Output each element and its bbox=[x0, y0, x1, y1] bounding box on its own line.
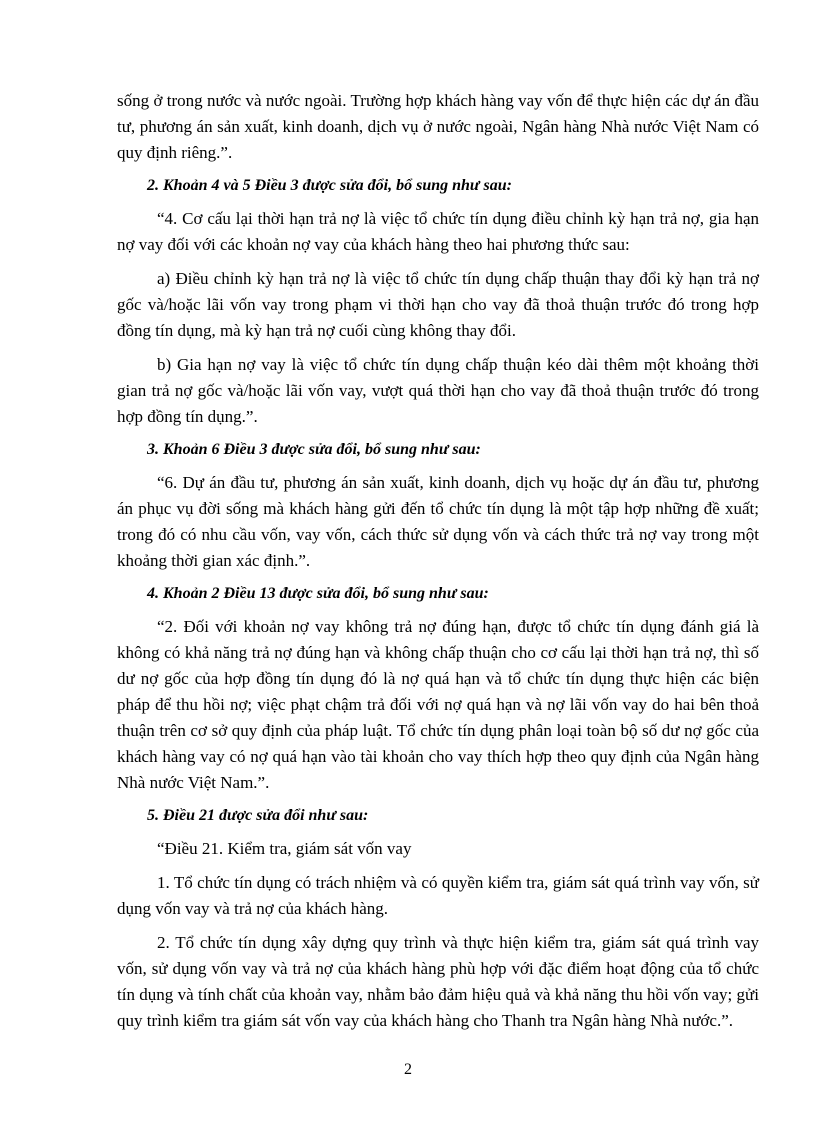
paragraph-article-21-item-2: 2. Tổ chức tín dụng xây dựng quy trình và thực hiện kiểm tra, giám sát quá trình vay vốn, sử dụng vốn vay và trả nợ của khách hàng phù hợp với đặc điểm hoạt động của tổ chức tín dụng và tính chất của khoản vay, nhằm bảo đảm hiệu quả và khả năng thu hồi vốn vay; gửi quy trình kiểm tra giám sát vốn vay của khách hàng cho Thanh tra Ngân hàng Nhà nước.”. bbox=[117, 933, 759, 1030]
section-heading-3: 3. Khoản 6 Điều 3 được sửa đổi, bổ sung như sau: bbox=[147, 441, 481, 458]
section-heading-5: 5. Điều 21 được sửa đổi như sau: bbox=[147, 807, 369, 824]
section-heading-4: 4. Khoản 2 Điều 13 được sửa đổi, bổ sung như sau: bbox=[147, 585, 489, 602]
paragraph-clause-4a: a) Điều chỉnh kỳ hạn trả nợ là việc tổ chức tín dụng chấp thuận thay đổi kỳ hạn trả nợ gốc và/hoặc lãi vốn vay trong phạm vi thời hạn cho vay đã thoả thuận trước đó trong hợp đồng tín dụng, mà kỳ hạn trả nợ cuối cùng không thay đổi. bbox=[117, 269, 759, 340]
paragraph-article-21-item-1: 1. Tổ chức tín dụng có trách nhiệm và có quyền kiểm tra, giám sát quá trình vay vốn, sử dụng vốn vay và trả nợ của khách hàng. bbox=[117, 873, 759, 918]
article-21-title: “Điều 21. Kiểm tra, giám sát vốn vay bbox=[157, 839, 412, 858]
paragraph-continuation: sống ở trong nước và nước ngoài. Trường hợp khách hàng vay vốn để thực hiện các dự án đầu tư, phương án sản xuất, kinh doanh, dịch vụ ở nước ngoài, Ngân hàng Nhà nước Việt Nam có quy định riêng.”. bbox=[117, 91, 759, 162]
paragraph-clause-6: “6. Dự án đầu tư, phương án sản xuất, kinh doanh, dịch vụ hoặc dự án đầu tư, phương án phục vụ đời sống mà khách hàng gửi đến tổ chức tín dụng là một tập hợp những đề xuất; trong đó có nhu cầu vốn, vay vốn, cách thức sử dụng vốn và cách thức trả nợ vay trong một khoảng thời gian xác định.”. bbox=[117, 473, 759, 570]
paragraph-clause-4: “4. Cơ cấu lại thời hạn trả nợ là việc tổ chức tín dụng điều chỉnh kỳ hạn trả nợ, gia hạn nợ vay đối với các khoản nợ vay của khách hàng theo hai phương thức sau: bbox=[117, 209, 759, 254]
section-heading-2: 2. Khoản 4 và 5 Điều 3 được sửa đổi, bổ sung như sau: bbox=[147, 177, 512, 194]
page-number: 2 bbox=[404, 1061, 412, 1078]
document-page bbox=[117, 88, 759, 1034]
paragraph-clause-4b: b) Gia hạn nợ vay là việc tổ chức tín dụng chấp thuận kéo dài thêm một khoảng thời gian trả nợ gốc và/hoặc lãi vốn vay, vượt quá thời hạn cho vay đã thoả thuận trước đó trong hợp đồng tín dụng.”. bbox=[117, 355, 759, 426]
paragraph-clause-2-article-13: “2. Đối với khoản nợ vay không trả nợ đúng hạn, được tổ chức tín dụng đánh giá là không có khả năng trả nợ đúng hạn và không chấp thuận cho cơ cấu lại thời hạn trả nợ, thì số dư nợ gốc của hợp đồng tín dụng đó là nợ quá hạn và tổ chức tín dụng thực hiện các biện pháp để thu hồi nợ; việc phạt chậm trả đối với nợ quá hạn và nợ lãi vốn vay do hai bên thoả thuận trên cơ sở quy định của pháp luật. Tổ chức tín dụng phân loại toàn bộ số dư nợ gốc của khách hàng vay có nợ quá hạn vào tài khoản cho vay thích hợp theo quy định của Ngân hàng Nhà nước Việt Nam.”. bbox=[117, 617, 759, 792]
